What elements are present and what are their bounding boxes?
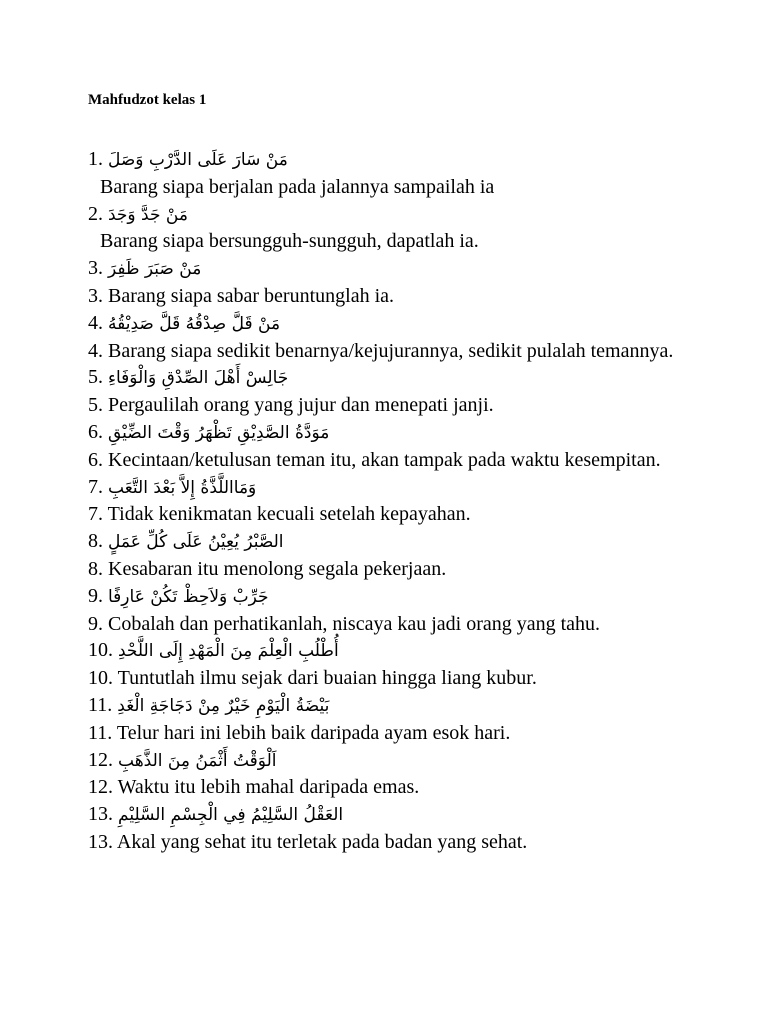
translation-line [88,501,708,528]
translation-number: 3. [88,284,103,307]
arabic-line [88,528,708,556]
translation-line [88,392,708,419]
arabic-text: وَمَااللَّذَّةُ إِلاَّ بَعْدَ التَّعَبِ [108,477,257,498]
translation-line [88,338,708,365]
translation-number: 13. [88,830,113,853]
translation-line [88,611,708,638]
translation-text: Tuntutlah ilmu sejak dari buaian hingga liang kubur. [117,667,537,690]
arabic-line [88,583,708,611]
arabic-text: مَنْ قَلَّ صِدْقُهُ قَلَّ صَدِيْقُهُ [108,313,281,334]
item-number: 12. [88,748,113,771]
arabic-line [88,801,708,829]
translation-text: Waktu itu lebih mahal daripada emas. [117,776,420,799]
translation-number: 6. [88,448,103,471]
arabic-line [88,637,708,665]
arabic-text: جَالِسْ أَهْلَ الصِّدْقِ وَالْوَفَاءِ [108,368,289,389]
translation-text: Akal yang sehat itu terletak pada badan yang sehat. [116,830,528,853]
arabic-text: جَرِّبْ وَلاَحِظْ تَكُنْ عَارِفًا [108,586,269,607]
translation-text: Cobalah dan perhatikanlah, niscaya kau jadi orang yang tahu. [108,612,601,635]
translation-text: Barang siapa bersungguh-sungguh, dapatlah ia. [100,230,479,253]
translation-line [88,556,708,583]
arabic-line [88,364,708,392]
item-number: 8. [88,530,103,553]
translation-line [88,174,708,201]
translation-text: Kecintaan/ketulusan teman itu, akan tampak pada waktu kesempitan. [108,448,661,471]
translation-number: 9. [88,612,103,635]
translation-line [88,774,708,801]
item-number: 2. [88,202,103,225]
arabic-text: مَوَدَّةُ الصَّدِيْقِ تَظْهَرُ وَقْتَ الضِّيْقِ [108,422,330,443]
translation-number: 11. [88,721,113,744]
translation-number: 10. [88,667,113,690]
translation-text: Kesabaran itu menolong segala pekerjaan. [108,557,447,580]
translation-number: 7. [88,503,103,526]
arabic-text: العَقْلُ السَّلِيْمُ فِي الْجِسْمِ السَّلِيْمِ [118,805,344,826]
arabic-text: اَلْوَقْتُ أَثْمَنُ مِنَ الذَّهَبِ [118,750,277,771]
arabic-line [88,474,708,502]
translation-line [88,283,708,310]
item-number: 13. [88,803,113,826]
arabic-line [88,146,708,174]
translation-line [88,447,708,474]
item-number: 9. [88,584,103,607]
arabic-line [88,419,708,447]
item-number: 4. [88,311,103,334]
translation-text: Pergaulilah orang yang jujur dan menepati janji. [108,394,494,417]
arabic-line [88,255,708,283]
translation-number: 8. [88,557,103,580]
arabic-line [88,201,708,229]
arabic-text: مَنْ سَارَ عَلَى الدَّرْبِ وَصَلَ [108,150,288,170]
arabic-text: مَنْ صَبَرَ ظَفِرَ [108,259,202,280]
translation-text: Barang siapa sabar beruntunglah ia. [108,284,395,307]
arabic-text: مَنْ جَدَّ وَجَدَ [108,204,188,225]
arabic-text: أُطْلُبِ الْعِلْمَ مِنَ الْمَهْدِ إِلَى اللَّحْدِ [118,641,339,662]
arabic-text: بَيْضَةُ الْيَوْمِ خَيْرٌ مِنْ دَجَاجَةِ الْغَدِ [117,695,330,716]
translation-number: 5. [88,394,103,417]
translation-number: 12. [88,776,113,799]
translation-line [88,720,708,747]
arabic-text: الصَّبْرُ يُعِيْنُ عَلَى كُلِّ عَمَلٍ [108,532,284,553]
item-number: 3. [88,257,103,280]
arabic-line [88,747,708,775]
item-number: 1. [88,148,103,170]
translation-text: Tidak kenikmatan kecuali setelah kepayahan. [107,503,471,526]
item-number: 7. [88,475,103,498]
mahfudzot-list [88,146,708,856]
arabic-line [88,310,708,338]
translation-text: Barang siapa berjalan pada jalannya sampailah ia [100,175,495,198]
translation-text: Barang siapa sedikit benarnya/kejujurannya, sedikit pulalah temannya. [108,339,674,362]
translation-number: 4. [88,339,103,362]
arabic-line [88,692,708,720]
translation-text: Telur hari ini lebih baik daripada ayam esok hari. [116,721,511,744]
translation-line [88,665,708,692]
item-number: 5. [88,366,103,389]
item-number: 11. [88,693,113,716]
document-title: Mahfudzot kelas 1 [88,92,207,108]
translation-line [88,228,708,255]
item-number: 6. [88,420,103,443]
item-number: 10. [88,639,113,662]
translation-line [88,829,708,856]
